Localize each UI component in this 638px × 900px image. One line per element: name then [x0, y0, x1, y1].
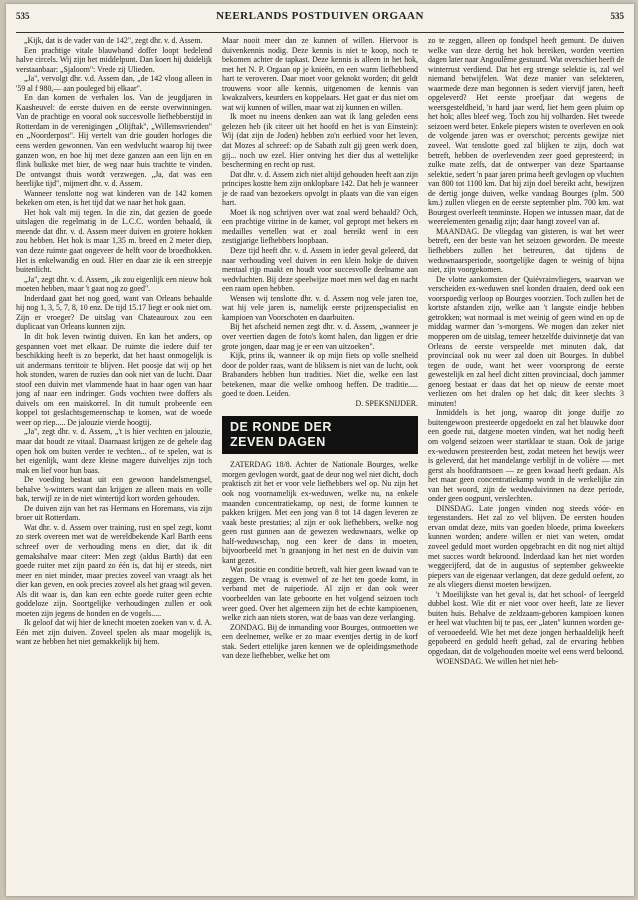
- paragraph: „Ja", zegt dhr. v. d. Assem, „'t is hier vechten en jalouzie, maar dat houdt ze vitaal. Daarnaast krijgen ze de gehele dag open hok om buiten verder te vechten... of te spelen, wat is het eigenlijk, want deze kleine magere duiveltjes zijn toch mak en lief voor hun baas.: [16, 427, 212, 475]
- paragraph: De voeding bestaat uit een gewoon handelsmengsel, behalve 's-winters want dan krijgen ze alleen mais en volle bak, terwijl ze in de niet wintertijd kort worden gehouden.: [16, 475, 212, 504]
- paragraph: Wat dhr. v. d. Assem over training, rust en spel zegt, komt zo sterk overeen met wat de wereldbekende Karl Barth eens schreef over de verhouding mens en dier, dat ik dit gemakshalve maar citeer: Men zegt (aldus Barth) dat een goede ruiter met zijn paard zo één is, dat hij er steeds, niet meer en niet minder, maar precies zoveel van vraagt als het dier kan geven, en ook precies zoveel als het graag wil geven. Als dit waar is, dan kan een echte goede ruiter geen echte goddeloze zijn. Soortgelijke verhoudingen zullen er ook moeten zijn jegens de honden en de vogels.....: [16, 522, 212, 618]
- paragraph: ZATERDAG 18/8. Achter de Nationale Bourges, welke morgen gevlogen wordt, gaat de deur nog wel niet dicht, doch praktisch zit het er voor vele liefhebbers wel op. Nu zijn het ook nog voornamelijk ex-weduwen, welke nu, na enkele maanden concentratiekamp, op nest, de forme kunnen te pakken krijgen. Met een jong van 8 tot 14 dagen leveren ze vaak beste prestaties; al zijn er ook liefhebbers, welke nog geen rust gunnen aan de gewezen weduwnaars, welke op half-weduwschap, nog een keer de dans in moeten, bijvoorbeeld met 'n graanjong in het nest en de duivin van kant gezet.: [222, 460, 418, 565]
- paragraph: WOENSDAG. We willen het niet heb-: [436, 656, 559, 666]
- paragraph: Inderdaad gaat het nog goed, want van Orleans behaalde hij nog 1, 3, 5, 7, 8, 10 enz. De tijd 15.17 liegt er ook niet om. Zijn er vroeger? De uitslag van Chateauroux zou een duplicaat van Orleans kunnen zijn.: [16, 293, 212, 332]
- paragraph: ZONDAG. Bij de inmanding voor Bourges, ontmoetten we een deelnemer, welke er zo maar eventjes dertig in de korf stak. Sedert ettelijke jaren kennen we de opleidingsmethode van deze liefhebber, welke het om: [222, 622, 418, 661]
- column-2: [222, 36, 418, 888]
- paragraph: En dan komen de verhalen los. Van de jeugdjaren in Kaasheuvel: de eerste duiven en de eerste overwinningen. Van de prachtige en vooral ook succesvolle liefhebberstijd in Rotterdam in de verenigingen „Olijftak", „Willemsvrienden" en „Noorderpost". Hij vertelt van drie gouden horloges die eens werden gewonnen. Van een wedvlucht waarop hij twee ganzen won, en hoe hij met deze ganzen aan een lijn en en flink bulkske met bier, de weg naar huis trachtte te vinden. De ontvangst thuis wordt verzwegen. „Ja, dat was een heerlijke tijd", mijmert dhr. v. d. Assem.: [16, 93, 212, 189]
- paragraph: 't Moeilijkste van het geval is, dat het school- of leergeld dubbel kost. Wie dit er niet voor over heeft, late ze liever buiten huis. Behalve de zeldzaam-geboren kampioen konen er heel wat vluchten bij te pas, eer „laten" kunnen worden ge- of verooedeeld. Wie het met deze jongen herhaaldelijk heeft gepobeerd en geduld heeft gehad, zal de ervaring hebben opgedaan, dat de volgehouden moeite wel eens werd beloond.: [428, 589, 624, 656]
- paragraph: Inmiddels is het jong, waarop dit jonge duifje zo buitengewoon presteerde opgedoekt en zal het blauwke door een goede rui, datgene moeten vinden, wat het nodig heeft om volgend seizoen weer startklaar te staan. Ook de jarige ex-weduwen presteerden best, zodat meteen het bewijs weer is geleverd, dat het mandelange verblijf in de volière — met gerst als hoofdrantsoen — ze geen kwaad heeft gedaan. Als het maar geen concentratiekamp wordt in de werkelijke zin van het woord, zijn de weduwduivinnen na deze periode, onder geen oogpunt, verslechten.: [428, 408, 624, 504]
- banner-line-1: DE RONDE DER: [230, 420, 332, 435]
- paragraph: „Kijk, dat is de vader van de 142", zegt dhr. v. d. Assem.: [24, 36, 203, 45]
- paragraph: Maar nooit meer dan ze kunnen of willen. Hiervoor is duivenkennis nodig. Deze kennis is niet te koop, noch te bekomen achter de tapkast. Deze kennis is alleen in het hok, met het N. P. Orgaan op je knieën, en een warm liefhebbend hart te veroveren. Daar moet voor geknokt worden; dit geldt trouwens voor alle kennis, uitgenomen de kennis van kwakzalvers, keurders en koppelaars. Het gaat er dus niet om wat wij kunnen of willen, maar wat zij kunnen en willen.: [222, 36, 418, 112]
- author-signature: D. SPEKSNIJDER.: [355, 398, 418, 408]
- paragraph: Kijk, prins ik, wanneer ik op mijn fiets op volle snelheid door de polder raas, want de bliksem is niet van de lucht, ook Brabanders hebben hun tradities. Niet die, welke een last betekenen, maar die welke omhoog heffen. De traditie..... goed te doen. Leiden.: [222, 351, 418, 399]
- column-1: [16, 36, 212, 888]
- paragraph: DINSDAG. Late jongen vinden nog steeds vóór- en tegenstanders. Het zal zo vel blijven. De eersten houden ervan omdat deze, mits van goeden bloede, prima kweekers kunnen worden; andere willen er niet van weten, omdat zoveel geduld moet worden opgebracht en dit nog niet altijd met succes wordt bekroond. Inderdaad kan het niet worden weggecijferd, dat de in augustus of september gekweekte piepers van de eigenaar verlangen, dat deze geduld oefent, zo ze als vliegers dienst moeten bewijzen.: [428, 503, 624, 590]
- paragraph: Wensen wij tenslotte dhr. v. d. Assem nog vele jaren toe, wat hij vele jaren is, namelijk eerste prijzenspecialist en kampioen van Voorschoten en daarbuiten.: [222, 293, 418, 322]
- paragraph: In dit hok leven twintig duiven. En kan het anders, op gespannen voet met elkaar. De ruimte die iedere duif ter beschikking heeft is zo beperkt, dat het haast onmogelijk is uit andermans territoir te blijven. Het poosje dat wij op het hok stonden, waren de ruzies dan ook niet van de lucht. Daar stoof een duivin met vlammende haat in haar ogen van haar jong af naar een indringer. Gods vochten twee doffers als duivels om een maiskorrel. In dit tumult probeerde een koppel tot geslachtsgemeenschap te komen, wat de woede weer op riep..... De jalouzie vierde hoogtij.: [16, 331, 212, 427]
- banner-line-2: ZEVEN DAGEN: [230, 435, 326, 450]
- page-number-right: 535: [610, 11, 624, 21]
- paragraph: „Ja", zegt dhr. v. d. Assem, „ik zou eigenlijk een nieuw hok moeten hebben, maar 't gaat nog zo goed".: [16, 274, 212, 294]
- page-number-left: 535: [16, 11, 30, 21]
- paragraph: Moet ik nog schrijven over wat zoal werd behaald? Och, een prachtige vitrine in de kamer, vol gepropt met bekers en medailles vertellen wat er zoal bereikt werd in een zestigjarige liefhebbers loopbaan.: [222, 207, 418, 246]
- paragraph: zo te zeggen, alleen op fondspel heeft gemunt. De duiven welke van deze dertig het hok bereiken, worden veertien dagen later naar Angoulême gestuurd. Wat overschiet heeft de winterrust verdiend. Dat het erg strenge selektie is, zal wel niemand betwijfelen. Wat deze manier van selekteren, waarmede deze man begonnen is sedert viervijf jaren, heeft opgeleverd? Het eerste proefjaar dat wegens de weersgesteldheid, 'n hard jaar werd, liet hem geen pluim op het hok; alles bleef weg. Toch zou hij volharden. Het tweede seizoen werd beter. Enkele piepers wisten te overleven en ook de volgende jaren was er overschot; percents gewijze niet zoveel. Wat tenslotte goed zal blijken te zijn, doch wat betreft, hebben de overlevenden zeer goed gepresteerd; in zulke mate zelfs, dat de ontwerper van deze Spartaanse selektie, sedert 'n paar jaren prima heeft gevlogen op vluchten van 800 tot 1100 km. Dat hij zijn doel bereikt acht, bewijzen de dertig jonge duiven, welke vandaag Bourges (plm. 500 km.) zullen vliegen en de eerste september plm. 700 km. wat Bourgest overleeft tenminste. Hopen we intussen maar, dat de weerelementen genadig zijn; daar hangt zoveel van af.: [428, 36, 624, 227]
- page-header: [16, 10, 624, 33]
- section-banner: [222, 416, 418, 454]
- paragraph: Ik geloof dat wij hier de knecht moeten zoeken van v. d. A. Eén met zijn duiven. Zoveel spelen als maar mogelijk is, want ze hebben het niet gemakkelijk bij hem.: [16, 618, 212, 647]
- paragraph: De duiven zijn van het ras Hermans en Horemans, via zijn broer uit Rotterdam.: [16, 503, 212, 523]
- paragraph: Het hok valt mij tegen. In die zin, dat gezien de goede uitslagen die regelmatig in de L.C.C. worden behaald, ik meende dat dhr. v. d. Assem meer duiven en grotere hokken zou hebben. Het hok is maar 1,35 m. breed en 2 meter diep, van deze ruimte gaat ongeveer de helft voor de broedhokken. Het is enkelwandig en oud. Hier en daar zie ik een streepje buitenlicht.: [16, 207, 212, 275]
- newspaper-page: [6, 4, 634, 896]
- paragraph: Bij het afscheid nemen zegt dhr. v. d. Assem, „wanneer je over veertien dagen de foto's komt halen, dan liggen er drie grote jongen, daar mag je er een van uitzoeken".: [222, 322, 418, 351]
- paragraph: Dat dhr. v. d. Assem zich niet altijd gehouden heeft aan zijn principes kostte hem zijn onklopbare 142. Dat heb je wanneer je de raad van bezoekers opvolgt in plaats van die van eigen hart.: [222, 169, 418, 208]
- paragraph: Een prachtige vitale blauwband doffer loopt bedelend halve circels. Wij zijn het middelpunt. Dan koert hij duidelijk verstaanbaar: „Sjaloom": Vrede zij Ulieden.: [16, 45, 212, 74]
- paragraph: MAANDAG. De vliegdag van gisteren, is wat het weer betreft, een der beste van het seizoen geworden. De meeste liefhebbers zullen het betreuren, dat tijdens de weduwnaarsperiode, soortgelijke dagen te weinig of bijna niet, zijn voorgekomen.: [428, 226, 624, 275]
- article-columns: [16, 36, 624, 888]
- paragraph: De vlotte aankomsten der Quiévrainvliegers, waarvan we verscheiden ex-weduwen snel konden draaien, deed ook een voorspoedig verloop op Bourges voorzien. Toch zullen het de kortste afstanden zijn, welke aan 't langste eindje hebben getrokken; wat normaal is met weinig of geen wind en op de middag warmer dan 's-morgens. We mogen dan zeker niet mopperen om de uitslag, temeer hetzelfde duivinnetje dat van Orleans de eerste verspeelde met minuten dak, dat provinciaal ook nu weer zal doen uit Bourges. In dubbel tegen de oude, want het weer voorsprong de eerste gewestelijk en zal heel dicht zitten provinciaal, doch jammer genoeg bestaat er daas dat het op nieuw de eerste moet verliezen om het dralen op het dak; dit keer slechts 3 minuten!: [428, 274, 624, 408]
- publication-title: NEERLANDS POSTDUIVEN ORGAAN: [216, 10, 424, 22]
- paragraph: Deze tijd heeft dhr. v. d. Assem in ieder geval geleerd, dat naar verhouding veel duiven in een klein hokje de duiven mentaal rijp maakt en houdt voor succesvolle deelname aan wedvluchten. Bij deze speelwijze moet men wel dag en nacht een raam open hebben.: [222, 246, 418, 294]
- paragraph: Ik moet nu ineens denken aan wat ik lang geleden eens gelezen heb (ik citeer uit het hoofd en het is van Einstein): Wij (dat zijn de Joden) hebben zo'n eerbied voor het leven, dat Mozes al schreef: op de Sabath zult gij geen werk doen, gij... noch uw ezel. Hier ontving het dier dus al wettelijke bescherming en recht op rust.: [222, 112, 418, 170]
- paragraph: Wanneer tenslotte nog wat kinderen van de 142 komen bekeken om eten, is het tijd dat we naar het hok gaan.: [16, 188, 212, 208]
- paragraph: Wat positie en conditie betreft, valt hier geen kwaad van te zeggen. De vraag is evenwel of ze het ten goede komt, in verband met de ruiperiode. Al zijn er dan ook weer voorbeelden van late geboorte en het volgend seizoen toch weer goed. Over het algemeen zijn het de echte kampioenen, welke zich aan niets storen, wat de baas van deze verlanging.: [222, 565, 418, 623]
- paragraph: „Ja", vervolgt dhr. v.d. Assem dan, „de 142 vloog alleen in '59 al f 980,— aan pouleged bij elkaar".: [16, 74, 212, 93]
- column-3: [428, 36, 624, 888]
